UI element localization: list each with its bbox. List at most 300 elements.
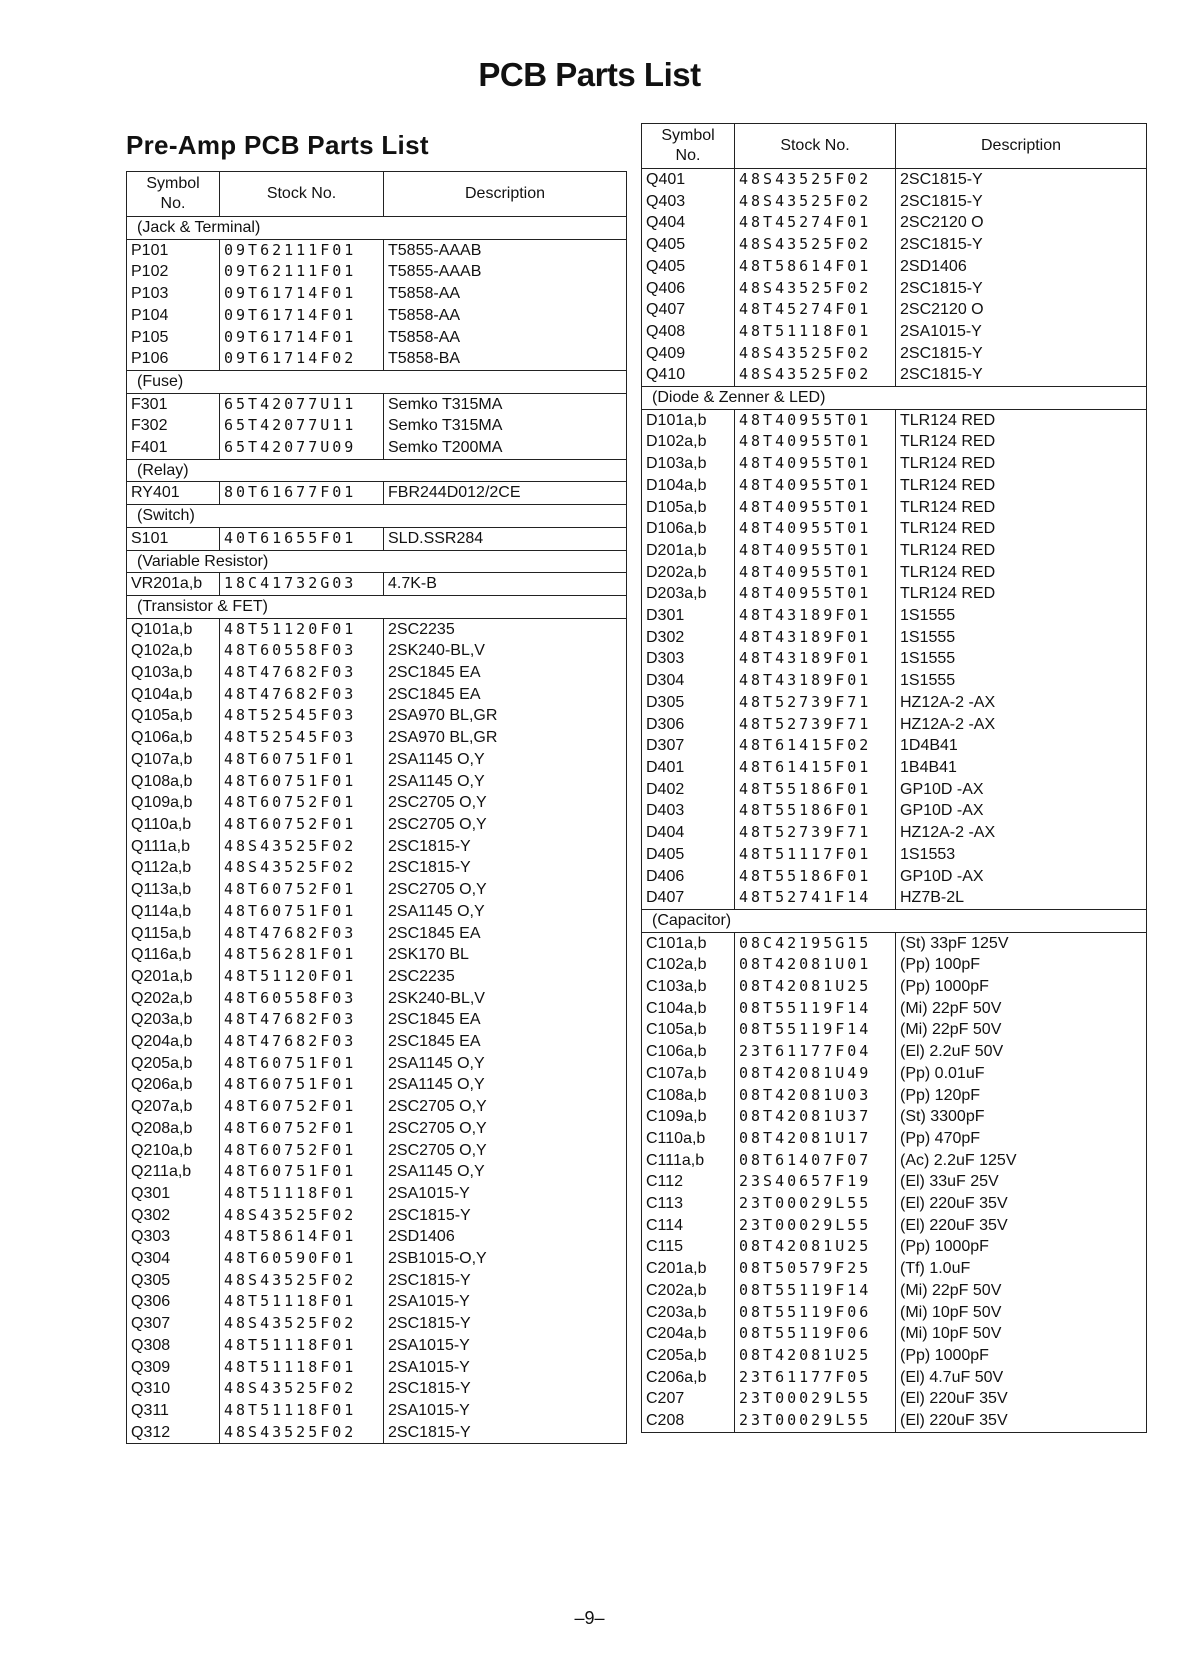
description-cell: TLR124 RED (896, 583, 1147, 605)
stock-cell: 09T61714F02 (220, 348, 384, 370)
symbol-cell: C113 (642, 1193, 735, 1215)
stock-cell: 48T40955T01 (735, 431, 896, 453)
stock-cell: 08T42081U49 (735, 1063, 896, 1085)
description-cell: 1S1553 (896, 844, 1147, 866)
table-row (127, 327, 627, 349)
stock-cell: 48T40955T01 (735, 518, 896, 540)
description-cell: TLR124 RED (896, 409, 1147, 431)
symbol-cell: F302 (127, 415, 220, 437)
section-row (127, 550, 627, 573)
table-row (642, 1171, 1147, 1193)
table-row (127, 901, 627, 923)
symbol-cell: Q109a,b (127, 792, 220, 814)
section-row (127, 370, 627, 393)
stock-cell: 48T60752F01 (220, 879, 384, 901)
stock-cell: 48T55186F01 (735, 779, 896, 801)
symbol-cell: Q202a,b (127, 988, 220, 1010)
stock-cell: 48T40955T01 (735, 409, 896, 431)
stock-cell: 23S40657F19 (735, 1171, 896, 1193)
description-cell: (El) 220uF 35V (896, 1410, 1147, 1432)
stock-cell: 48T51118F01 (220, 1357, 384, 1379)
description-cell: (Pp) 1000pF (896, 976, 1147, 998)
description-cell: 2SC2120 O (896, 299, 1147, 321)
section-row (127, 459, 627, 482)
description-cell: 2SK240-BL,V (384, 640, 627, 662)
description-cell: T5855-AAAB (384, 261, 627, 283)
symbol-cell: C207 (642, 1388, 735, 1410)
table-row (127, 749, 627, 771)
table-row (642, 1063, 1147, 1085)
stock-cell: 08T55119F14 (735, 1280, 896, 1302)
table-row (642, 779, 1147, 801)
symbol-cell: D106a,b (642, 518, 735, 540)
description-cell: 2SA1015-Y (384, 1357, 627, 1379)
symbol-cell: P104 (127, 305, 220, 327)
description-cell: (Pp) 1000pF (896, 1236, 1147, 1258)
symbol-cell: C203a,b (642, 1302, 735, 1324)
section-label: (Fuse) (127, 370, 627, 393)
stock-cell: 48T47682F03 (220, 1009, 384, 1031)
description-cell: (El) 220uF 35V (896, 1215, 1147, 1237)
table-row (642, 714, 1147, 736)
table-row (127, 415, 627, 437)
symbol-cell: Q301 (127, 1183, 220, 1205)
table-row (642, 605, 1147, 627)
section-title: Pre-Amp PCB Parts List (126, 130, 429, 160)
table-row (127, 573, 627, 596)
table-row (127, 1031, 627, 1053)
stock-cell: 23T00029L55 (735, 1388, 896, 1410)
symbol-cell: D303 (642, 648, 735, 670)
description-cell: 2SA1145 O,Y (384, 1053, 627, 1075)
description-cell: 2SA1145 O,Y (384, 1074, 627, 1096)
symbol-cell: D304 (642, 670, 735, 692)
symbol-cell: Q401 (642, 169, 735, 191)
description-cell: Semko T200MA (384, 437, 627, 459)
description-cell: 2SC1845 EA (384, 1031, 627, 1053)
table-row (127, 771, 627, 793)
description-cell: 2SC1815-Y (384, 836, 627, 858)
stock-cell: 48T51118F01 (220, 1400, 384, 1422)
stock-cell: 08T42081U37 (735, 1106, 896, 1128)
table-row (127, 923, 627, 945)
stock-cell: 48T60751F01 (220, 771, 384, 793)
symbol-cell: D401 (642, 757, 735, 779)
stock-cell: 23T61177F04 (735, 1041, 896, 1063)
symbol-cell: D102a,b (642, 431, 735, 453)
description-cell: 1S1555 (896, 605, 1147, 627)
table-row (642, 364, 1147, 386)
symbol-cell: C101a,b (642, 932, 735, 954)
stock-cell: 48T60751F01 (220, 1161, 384, 1183)
description-cell: TLR124 RED (896, 453, 1147, 475)
description-cell: (El) 2.2uF 50V (896, 1041, 1147, 1063)
symbol-cell: RY401 (127, 482, 220, 505)
stock-cell: 48T40955T01 (735, 475, 896, 497)
symbol-cell: Q106a,b (127, 727, 220, 749)
section-label: (Capacitor) (642, 909, 1147, 932)
description-cell: 1D4B41 (896, 735, 1147, 757)
description-cell: 2SC1815-Y (384, 1270, 627, 1292)
description-cell: 1S1555 (896, 627, 1147, 649)
table-row (127, 437, 627, 459)
description-cell: TLR124 RED (896, 475, 1147, 497)
table-row (642, 1106, 1147, 1128)
table-row (127, 1161, 627, 1183)
table-row (127, 1205, 627, 1227)
description-cell: (El) 220uF 35V (896, 1388, 1147, 1410)
symbol-cell: Q410 (642, 364, 735, 386)
section-label: (Transistor & FET) (127, 595, 627, 618)
table-row (127, 1053, 627, 1075)
description-cell: T5858-BA (384, 348, 627, 370)
symbol-cell: Q114a,b (127, 901, 220, 923)
table-row (127, 1183, 627, 1205)
table-row (642, 1236, 1147, 1258)
stock-cell: 48T61415F02 (735, 735, 896, 757)
symbol-cell: Q405 (642, 234, 735, 256)
stock-cell: 65T42077U11 (220, 393, 384, 415)
stock-cell: 48T52739F71 (735, 692, 896, 714)
description-cell: (Mi) 10pF 50V (896, 1302, 1147, 1324)
stock-cell: 08T55119F06 (735, 1302, 896, 1324)
symbol-cell: Q210a,b (127, 1140, 220, 1162)
section-label: (Relay) (127, 459, 627, 482)
symbol-cell: C208 (642, 1410, 735, 1432)
stock-cell: 48T52545F03 (220, 727, 384, 749)
table-row (642, 453, 1147, 475)
table-row (642, 800, 1147, 822)
description-cell: 2SA1015-Y (896, 321, 1147, 343)
description-cell: 2SC1815-Y (384, 1205, 627, 1227)
symbol-cell: D405 (642, 844, 735, 866)
symbol-cell: C205a,b (642, 1345, 735, 1367)
table-row (642, 299, 1147, 321)
symbol-cell: Q204a,b (127, 1031, 220, 1053)
description-cell: 2SA1145 O,Y (384, 901, 627, 923)
description-cell: HZ7B-2L (896, 887, 1147, 909)
symbol-cell: Q203a,b (127, 1009, 220, 1031)
symbol-cell: Q407 (642, 299, 735, 321)
table-row (127, 1226, 627, 1248)
symbol-cell: Q309 (127, 1357, 220, 1379)
table-row (127, 1118, 627, 1140)
section-row (127, 217, 627, 240)
stock-cell: 08T61407F07 (735, 1150, 896, 1172)
description-cell: 1B4B41 (896, 757, 1147, 779)
symbol-cell: Q116a,b (127, 944, 220, 966)
symbol-cell: Q108a,b (127, 771, 220, 793)
symbol-cell: S101 (127, 527, 220, 550)
symbol-cell: Q104a,b (127, 684, 220, 706)
table-row (642, 1215, 1147, 1237)
section-label: (Variable Resistor) (127, 550, 627, 573)
header-stock: Stock No. (220, 172, 384, 217)
description-cell: 2SA1145 O,Y (384, 771, 627, 793)
description-cell: T5855-AAAB (384, 239, 627, 261)
symbol-cell: D407 (642, 887, 735, 909)
stock-cell: 48T60752F01 (220, 1096, 384, 1118)
table-row (642, 1085, 1147, 1107)
stock-cell: 48T40955T01 (735, 453, 896, 475)
table-row (642, 1258, 1147, 1280)
description-cell: HZ12A-2 -AX (896, 822, 1147, 844)
table-row (127, 944, 627, 966)
symbol-cell: Q409 (642, 343, 735, 365)
symbol-cell: D105a,b (642, 497, 735, 519)
symbol-cell: Q103a,b (127, 662, 220, 684)
stock-cell: 48T43189F01 (735, 648, 896, 670)
description-cell: (Pp) 100pF (896, 954, 1147, 976)
stock-cell: 48S43525F02 (735, 278, 896, 300)
table-row (642, 1388, 1147, 1410)
symbol-cell: Q404 (642, 212, 735, 234)
symbol-cell: C103a,b (642, 976, 735, 998)
table-row (642, 1302, 1147, 1324)
stock-cell: 48T52741F14 (735, 887, 896, 909)
symbol-cell: Q101a,b (127, 618, 220, 640)
table-row (642, 1150, 1147, 1172)
stock-cell: 48T60752F01 (220, 814, 384, 836)
stock-cell: 48T60751F01 (220, 1053, 384, 1075)
stock-cell: 48T51120F01 (220, 966, 384, 988)
stock-cell: 48T61415F01 (735, 757, 896, 779)
symbol-cell: Q307 (127, 1313, 220, 1335)
stock-cell: 48T51117F01 (735, 844, 896, 866)
description-cell: (Tf) 1.0uF (896, 1258, 1147, 1280)
description-cell: 2SC1815-Y (896, 278, 1147, 300)
symbol-cell: C111a,b (642, 1150, 735, 1172)
header-stock: Stock No. (735, 124, 896, 169)
description-cell: 1S1555 (896, 670, 1147, 692)
description-cell: 2SC1845 EA (384, 923, 627, 945)
symbol-cell: Q206a,b (127, 1074, 220, 1096)
table-row (642, 887, 1147, 909)
description-cell: (Pp) 0.01uF (896, 1063, 1147, 1085)
stock-cell: 48T55186F01 (735, 800, 896, 822)
symbol-cell: Q211a,b (127, 1161, 220, 1183)
description-cell: 2SC1815-Y (896, 343, 1147, 365)
table-row (642, 475, 1147, 497)
symbol-cell: Q115a,b (127, 923, 220, 945)
symbol-cell: Q304 (127, 1248, 220, 1270)
description-cell: GP10D -AX (896, 800, 1147, 822)
description-cell: 2SC2705 O,Y (384, 1096, 627, 1118)
table-row (127, 305, 627, 327)
section-row (127, 505, 627, 528)
stock-cell: 08T42081U25 (735, 1345, 896, 1367)
description-cell: T5858-AA (384, 327, 627, 349)
description-cell: (Pp) 1000pF (896, 1345, 1147, 1367)
symbol-cell: Q207a,b (127, 1096, 220, 1118)
symbol-cell: D402 (642, 779, 735, 801)
table-row (642, 735, 1147, 757)
symbol-cell: C114 (642, 1215, 735, 1237)
symbol-cell: C115 (642, 1236, 735, 1258)
symbol-cell: C112 (642, 1171, 735, 1193)
table-row (642, 1193, 1147, 1215)
table-row (642, 1323, 1147, 1345)
description-cell: (Mi) 22pF 50V (896, 998, 1147, 1020)
description-cell: (St) 33pF 125V (896, 932, 1147, 954)
table-row (642, 998, 1147, 1020)
description-cell: 2SC2705 O,Y (384, 1118, 627, 1140)
symbol-cell: Q107a,b (127, 749, 220, 771)
page-title: PCB Parts List (478, 56, 701, 93)
description-cell: 2SA1015-Y (384, 1291, 627, 1313)
description-cell: 2SC2235 (384, 618, 627, 640)
symbol-cell: Q113a,b (127, 879, 220, 901)
stock-cell: 48T60558F03 (220, 640, 384, 662)
symbol-cell: Q408 (642, 321, 735, 343)
stock-cell: 48S43525F02 (735, 364, 896, 386)
description-cell: 2SD1406 (384, 1226, 627, 1248)
table-row (127, 261, 627, 283)
stock-cell: 48T45274F01 (735, 212, 896, 234)
stock-cell: 08T42081U17 (735, 1128, 896, 1150)
stock-cell: 48S43525F02 (735, 343, 896, 365)
stock-cell: 48T60751F01 (220, 1074, 384, 1096)
stock-cell: 48T52739F71 (735, 714, 896, 736)
table-row (127, 348, 627, 370)
symbol-cell: D202a,b (642, 562, 735, 584)
symbol-cell: Q201a,b (127, 966, 220, 988)
description-cell: 2SC2705 O,Y (384, 792, 627, 814)
description-cell: (St) 3300pF (896, 1106, 1147, 1128)
stock-cell: 48S43525F02 (735, 234, 896, 256)
table-row (642, 976, 1147, 998)
symbol-cell: P103 (127, 283, 220, 305)
table-row (127, 640, 627, 662)
stock-cell: 65T42077U09 (220, 437, 384, 459)
table-row (642, 692, 1147, 714)
table-row (642, 278, 1147, 300)
description-cell: (Mi) 22pF 50V (896, 1280, 1147, 1302)
stock-cell: 09T61714F01 (220, 305, 384, 327)
symbol-cell: Q310 (127, 1378, 220, 1400)
symbol-cell: D404 (642, 822, 735, 844)
stock-cell: 23T00029L55 (735, 1215, 896, 1237)
symbol-cell: C107a,b (642, 1063, 735, 1085)
table-row (642, 670, 1147, 692)
symbol-cell: D403 (642, 800, 735, 822)
symbol-cell: Q303 (127, 1226, 220, 1248)
description-cell: 2SA1015-Y (384, 1400, 627, 1422)
table-row (127, 966, 627, 988)
description-cell: TLR124 RED (896, 497, 1147, 519)
stock-cell: 48S43525F02 (220, 1270, 384, 1292)
description-cell: 2SC2705 O,Y (384, 1140, 627, 1162)
table-row (127, 705, 627, 727)
description-cell: 2SC1845 EA (384, 662, 627, 684)
description-cell: SLD.SSR284 (384, 527, 627, 550)
stock-cell: 48T47682F03 (220, 684, 384, 706)
table-row (642, 343, 1147, 365)
table-row (127, 239, 627, 261)
stock-cell: 48T60751F01 (220, 749, 384, 771)
table-row (127, 1096, 627, 1118)
stock-cell: 48T43189F01 (735, 605, 896, 627)
stock-cell: 48S43525F02 (220, 1422, 384, 1444)
table-row (127, 1335, 627, 1357)
table-row (642, 1019, 1147, 1041)
description-cell: 2SC1815-Y (384, 1378, 627, 1400)
stock-cell: 08T50579F25 (735, 1258, 896, 1280)
description-cell: 2SC2235 (384, 966, 627, 988)
symbol-cell: C104a,b (642, 998, 735, 1020)
table-row (642, 409, 1147, 431)
symbol-cell: C204a,b (642, 1323, 735, 1345)
table-row (642, 321, 1147, 343)
symbol-cell: F301 (127, 393, 220, 415)
stock-cell: 80T61677F01 (220, 482, 384, 505)
section-row (127, 595, 627, 618)
description-cell: 2SA1015-Y (384, 1335, 627, 1357)
description-cell: 4.7K-B (384, 573, 627, 596)
table-row (127, 283, 627, 305)
table-row (642, 1345, 1147, 1367)
description-cell: HZ12A-2 -AX (896, 714, 1147, 736)
description-cell: 2SD1406 (896, 256, 1147, 278)
table-row (642, 627, 1147, 649)
stock-cell: 48T60752F01 (220, 792, 384, 814)
stock-cell: 09T62111F01 (220, 261, 384, 283)
stock-cell: 48T58614F01 (220, 1226, 384, 1248)
stock-cell: 48S43525F02 (735, 191, 896, 213)
stock-cell: 48T40955T01 (735, 497, 896, 519)
symbol-cell: P105 (127, 327, 220, 349)
description-cell: 2SA970 BL,GR (384, 705, 627, 727)
description-cell: Semko T315MA (384, 393, 627, 415)
description-cell: (Pp) 470pF (896, 1128, 1147, 1150)
table-row (127, 1140, 627, 1162)
header-symbol: Symbol No. (642, 124, 735, 169)
stock-cell: 48T52739F71 (735, 822, 896, 844)
stock-cell: 48T40955T01 (735, 540, 896, 562)
description-cell: 2SC1815-Y (896, 234, 1147, 256)
table-row (127, 527, 627, 550)
description-cell: (El) 4.7uF 50V (896, 1367, 1147, 1389)
header-description: Description (384, 172, 627, 217)
stock-cell: 09T62111F01 (220, 239, 384, 261)
stock-cell: 48T51118F01 (220, 1183, 384, 1205)
table-row (642, 256, 1147, 278)
description-cell: TLR124 RED (896, 431, 1147, 453)
stock-cell: 48T47682F03 (220, 1031, 384, 1053)
symbol-cell: Q302 (127, 1205, 220, 1227)
table-row (127, 727, 627, 749)
table-row (642, 583, 1147, 605)
description-cell: GP10D -AX (896, 866, 1147, 888)
symbol-cell: Q105a,b (127, 705, 220, 727)
symbol-cell: Q403 (642, 191, 735, 213)
stock-cell: 18C41732G03 (220, 573, 384, 596)
table-row (127, 879, 627, 901)
symbol-cell: Q205a,b (127, 1053, 220, 1075)
symbol-cell: C108a,b (642, 1085, 735, 1107)
table-row (642, 1280, 1147, 1302)
section-row (642, 387, 1147, 410)
description-cell: 2SK240-BL,V (384, 988, 627, 1010)
symbol-cell: P106 (127, 348, 220, 370)
stock-cell: 08T55119F14 (735, 1019, 896, 1041)
description-cell: 1S1555 (896, 648, 1147, 670)
stock-cell: 48S43525F02 (220, 836, 384, 858)
symbol-cell: D203a,b (642, 583, 735, 605)
stock-cell: 08C42195G15 (735, 932, 896, 954)
table-row (127, 814, 627, 836)
symbol-cell: D306 (642, 714, 735, 736)
